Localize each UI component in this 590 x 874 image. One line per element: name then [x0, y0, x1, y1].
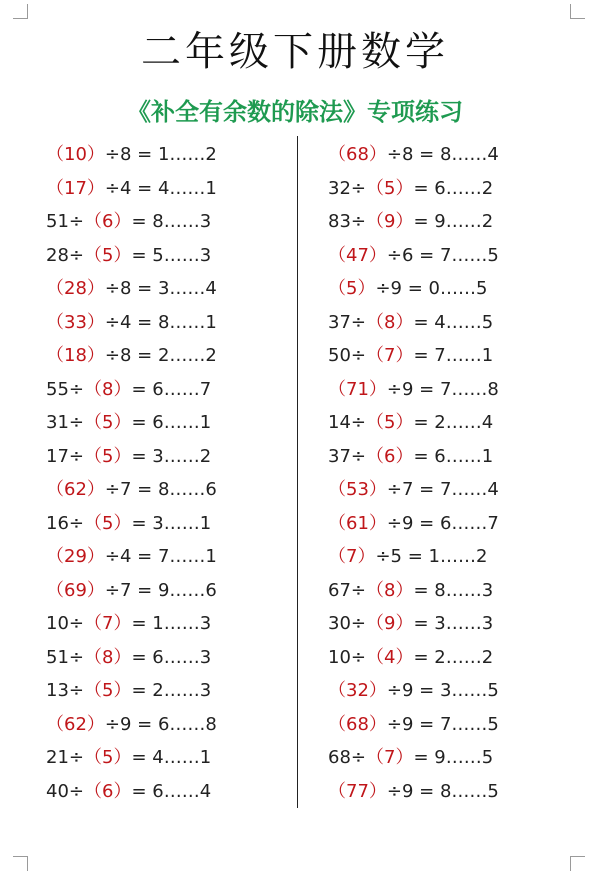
open-paren: （	[46, 579, 64, 601]
close-paren: ）	[86, 177, 105, 199]
open-paren: （	[84, 680, 102, 701]
close-paren: ）	[395, 345, 414, 366]
answer-value: 47	[346, 244, 369, 266]
close-paren: ）	[395, 747, 414, 768]
problem-row	[328, 339, 588, 373]
close-paren: ）	[368, 512, 387, 534]
problem-suffix: ÷9 = 7……8	[386, 378, 499, 400]
problem-row	[46, 239, 306, 273]
problem-suffix: = 9……5	[413, 747, 494, 768]
problem-row	[46, 641, 306, 675]
problem-prefix: 21÷	[46, 747, 84, 768]
problem-suffix: ÷7 = 8……6	[104, 479, 217, 500]
problem-suffix: ÷6 = 7……5	[386, 244, 499, 266]
close-paren: ）	[368, 144, 387, 165]
close-paren: ）	[113, 512, 132, 534]
open-paren: （	[366, 177, 384, 199]
problem-suffix: = 4……1	[131, 747, 212, 768]
problem-row	[328, 172, 588, 206]
problem-row	[328, 272, 588, 306]
close-paren: ）	[395, 412, 414, 433]
problem-suffix: = 3……3	[413, 613, 494, 634]
answer-value: 7	[346, 546, 358, 567]
problem-suffix: ÷9 = 8……5	[386, 780, 499, 802]
open-paren: （	[84, 412, 102, 433]
problem-row	[46, 339, 306, 373]
problem-suffix: = 7……1	[413, 345, 494, 366]
close-paren: ）	[395, 579, 414, 601]
open-paren: （	[46, 546, 64, 567]
problem-prefix: 13÷	[46, 680, 84, 701]
page-title: 二年级下册数学	[141, 29, 449, 75]
problem-suffix: = 9……2	[413, 211, 494, 232]
open-paren: （	[328, 546, 346, 567]
open-paren: （	[366, 747, 384, 768]
open-paren: （	[366, 445, 384, 467]
problem-prefix: 30÷	[328, 613, 366, 634]
open-paren: （	[46, 311, 64, 333]
open-paren: （	[84, 512, 102, 534]
problem-suffix: ÷7 = 9……6	[104, 579, 217, 601]
problem-suffix: = 5……3	[131, 244, 212, 266]
page-subtitle: 《补全有余数的除法》专项练习	[127, 98, 463, 126]
open-paren: （	[84, 747, 102, 768]
answer-value: 8	[384, 311, 396, 333]
problem-row	[328, 674, 588, 708]
problem-row	[328, 239, 588, 273]
answer-value: 5	[346, 278, 358, 299]
answer-value: 9	[384, 613, 396, 634]
answer-value: 5	[102, 412, 114, 433]
close-paren: ）	[86, 579, 105, 601]
close-paren: ）	[368, 479, 387, 500]
problem-row	[328, 708, 588, 742]
problem-suffix: = 8……3	[413, 579, 494, 601]
problem-suffix: ÷9 = 6……8	[104, 713, 217, 735]
corner-mark-top-right	[570, 4, 585, 19]
close-paren: ）	[86, 311, 105, 333]
problem-suffix: = 4……5	[413, 311, 494, 333]
open-paren: （	[84, 378, 102, 400]
open-paren: （	[366, 211, 384, 232]
problem-row	[328, 205, 588, 239]
close-paren: ）	[113, 211, 132, 232]
problem-prefix: 14÷	[328, 412, 366, 433]
problem-prefix: 10÷	[328, 646, 366, 668]
answer-value: 29	[64, 546, 87, 567]
open-paren: （	[328, 479, 346, 500]
problem-suffix: = 3……1	[131, 512, 212, 534]
open-paren: （	[366, 579, 384, 601]
open-paren: （	[328, 680, 346, 701]
problem-row	[328, 473, 588, 507]
problem-prefix: 37÷	[328, 311, 366, 333]
open-paren: （	[46, 177, 64, 199]
problem-row	[328, 138, 588, 172]
problem-row	[328, 641, 588, 675]
open-paren: （	[366, 311, 384, 333]
close-paren: ）	[113, 680, 132, 701]
close-paren: ）	[86, 546, 105, 567]
problem-suffix: ÷8 = 8……4	[386, 144, 499, 165]
answer-value: 17	[64, 177, 87, 199]
open-paren: （	[328, 780, 346, 802]
problem-suffix: ÷8 = 3……4	[104, 278, 217, 299]
problem-suffix: = 2……2	[413, 646, 494, 668]
problem-row	[328, 574, 588, 608]
problem-row	[46, 574, 306, 608]
open-paren: （	[328, 244, 346, 266]
problem-prefix: 16÷	[46, 512, 84, 534]
answer-value: 6	[102, 211, 114, 232]
open-paren: （	[328, 713, 346, 735]
problem-row	[328, 741, 588, 775]
answer-value: 28	[64, 278, 87, 299]
close-paren: ）	[357, 546, 376, 567]
close-paren: ）	[113, 646, 132, 668]
open-paren: （	[366, 613, 384, 634]
answer-value: 62	[64, 479, 87, 500]
problem-row	[46, 272, 306, 306]
problem-prefix: 83÷	[328, 211, 366, 232]
answer-value: 71	[346, 378, 369, 400]
open-paren: （	[84, 646, 102, 668]
answer-value: 18	[64, 345, 87, 366]
problem-row	[46, 138, 306, 172]
answer-value: 5	[384, 412, 396, 433]
open-paren: （	[84, 211, 102, 232]
problem-prefix: 17÷	[46, 445, 84, 467]
problem-suffix: ÷7 = 7……4	[386, 479, 499, 500]
answer-value: 68	[346, 144, 369, 165]
answer-value: 5	[102, 512, 114, 534]
problem-suffix: ÷9 = 0……5	[375, 278, 488, 299]
problem-prefix: 40÷	[46, 780, 84, 802]
close-paren: ）	[86, 713, 105, 735]
problem-row	[46, 540, 306, 574]
problem-suffix: = 6……1	[131, 412, 212, 433]
open-paren: （	[46, 278, 64, 299]
open-paren: （	[84, 445, 102, 467]
problem-suffix: ÷4 = 7……1	[104, 546, 217, 567]
close-paren: ）	[395, 613, 414, 634]
problem-row	[46, 306, 306, 340]
close-paren: ）	[368, 780, 387, 802]
problem-row	[46, 473, 306, 507]
answer-value: 8	[102, 378, 114, 400]
problem-row	[46, 172, 306, 206]
answer-value: 6	[102, 780, 114, 802]
answer-value: 69	[64, 579, 87, 601]
answer-value: 4	[384, 646, 396, 668]
problem-suffix: ÷5 = 1……2	[375, 546, 488, 567]
answer-value: 6	[384, 445, 396, 467]
problem-suffix: = 6……7	[131, 378, 212, 400]
close-paren: ）	[86, 144, 105, 165]
problem-suffix: ÷9 = 7……5	[386, 713, 499, 735]
answer-value: 53	[346, 479, 369, 500]
answer-value: 7	[384, 345, 396, 366]
answer-value: 5	[102, 747, 114, 768]
left-problem-column	[46, 138, 306, 808]
problem-row	[46, 674, 306, 708]
close-paren: ）	[113, 244, 132, 266]
problem-suffix: ÷8 = 1……2	[104, 144, 217, 165]
problem-row	[328, 406, 588, 440]
problem-suffix: = 6……3	[131, 646, 212, 668]
problem-prefix: 55÷	[46, 378, 84, 400]
problem-prefix: 51÷	[46, 211, 84, 232]
open-paren: （	[84, 244, 102, 266]
answer-value: 9	[384, 211, 396, 232]
problem-suffix: = 2……4	[413, 412, 494, 433]
close-paren: ）	[368, 378, 387, 400]
close-paren: ）	[395, 211, 414, 232]
open-paren: （	[328, 144, 346, 165]
close-paren: ）	[86, 278, 105, 299]
open-paren: （	[328, 278, 346, 299]
open-paren: （	[366, 412, 384, 433]
close-paren: ）	[113, 613, 132, 634]
answer-value: 33	[64, 311, 87, 333]
open-paren: （	[84, 780, 102, 802]
answer-value: 5	[102, 244, 114, 266]
close-paren: ）	[86, 345, 105, 366]
problem-row	[328, 373, 588, 407]
right-problem-column	[328, 138, 588, 808]
problem-row	[46, 507, 306, 541]
open-paren: （	[328, 512, 346, 534]
close-paren: ）	[395, 646, 414, 668]
problem-row	[328, 440, 588, 474]
answer-value: 61	[346, 512, 369, 534]
open-paren: （	[366, 646, 384, 668]
problem-row	[328, 775, 588, 809]
close-paren: ）	[113, 747, 132, 768]
problem-suffix: ÷9 = 3……5	[386, 680, 499, 701]
answer-value: 68	[346, 713, 369, 735]
problem-suffix: = 1……3	[131, 613, 212, 634]
problem-prefix: 50÷	[328, 345, 366, 366]
problem-row	[46, 607, 306, 641]
close-paren: ）	[368, 680, 387, 701]
open-paren: （	[46, 713, 64, 735]
corner-mark-top-left	[13, 4, 28, 19]
open-paren: （	[366, 345, 384, 366]
answer-value: 7	[384, 747, 396, 768]
problem-prefix: 10÷	[46, 613, 84, 634]
close-paren: ）	[86, 479, 105, 500]
answer-value: 77	[346, 780, 369, 802]
problem-prefix: 51÷	[46, 646, 84, 668]
problem-row	[328, 540, 588, 574]
problem-row	[328, 507, 588, 541]
open-paren: （	[46, 479, 64, 500]
problem-row	[46, 440, 306, 474]
open-paren: （	[84, 613, 102, 634]
problem-prefix: 68÷	[328, 747, 366, 768]
answer-value: 5	[102, 680, 114, 701]
problem-suffix: ÷4 = 8……1	[104, 311, 217, 333]
problem-prefix: 31÷	[46, 412, 84, 433]
corner-mark-bottom-left	[13, 856, 28, 871]
open-paren: （	[328, 378, 346, 400]
close-paren: ）	[113, 412, 132, 433]
close-paren: ）	[113, 445, 132, 467]
answer-value: 8	[102, 646, 114, 668]
problem-suffix: = 2……3	[131, 680, 212, 701]
problem-suffix: ÷8 = 2……2	[104, 345, 217, 366]
problem-row	[46, 708, 306, 742]
close-paren: ）	[113, 378, 132, 400]
close-paren: ）	[368, 713, 387, 735]
answer-value: 32	[346, 680, 369, 701]
problem-row	[46, 741, 306, 775]
problem-row	[328, 306, 588, 340]
problem-suffix: = 6……1	[413, 445, 494, 467]
close-paren: ）	[368, 244, 387, 266]
answer-value: 62	[64, 713, 87, 735]
problem-row	[328, 607, 588, 641]
problem-suffix: = 6……4	[131, 780, 212, 802]
close-paren: ）	[395, 311, 414, 333]
problem-prefix: 28÷	[46, 244, 84, 266]
problem-row	[46, 775, 306, 809]
problem-row	[46, 406, 306, 440]
close-paren: ）	[395, 177, 414, 199]
problem-prefix: 67÷	[328, 579, 366, 601]
problem-prefix: 32÷	[328, 177, 366, 199]
problem-prefix: 37÷	[328, 445, 366, 467]
answer-value: 5	[102, 445, 114, 467]
answer-value: 7	[102, 613, 114, 634]
close-paren: ）	[113, 780, 132, 802]
problem-suffix: = 3……2	[131, 445, 212, 467]
problem-row	[46, 205, 306, 239]
problem-suffix: ÷4 = 4……1	[104, 177, 217, 199]
answer-value: 5	[384, 177, 396, 199]
open-paren: （	[46, 345, 64, 366]
problem-row	[46, 373, 306, 407]
open-paren: （	[46, 144, 64, 165]
answer-value: 10	[64, 144, 87, 165]
problem-suffix: = 8……3	[131, 211, 212, 232]
problem-suffix: ÷9 = 6……7	[386, 512, 499, 534]
close-paren: ）	[357, 278, 376, 299]
close-paren: ）	[395, 445, 414, 467]
corner-mark-bottom-right	[570, 856, 585, 871]
answer-value: 8	[384, 579, 396, 601]
problem-suffix: = 6……2	[413, 177, 494, 199]
